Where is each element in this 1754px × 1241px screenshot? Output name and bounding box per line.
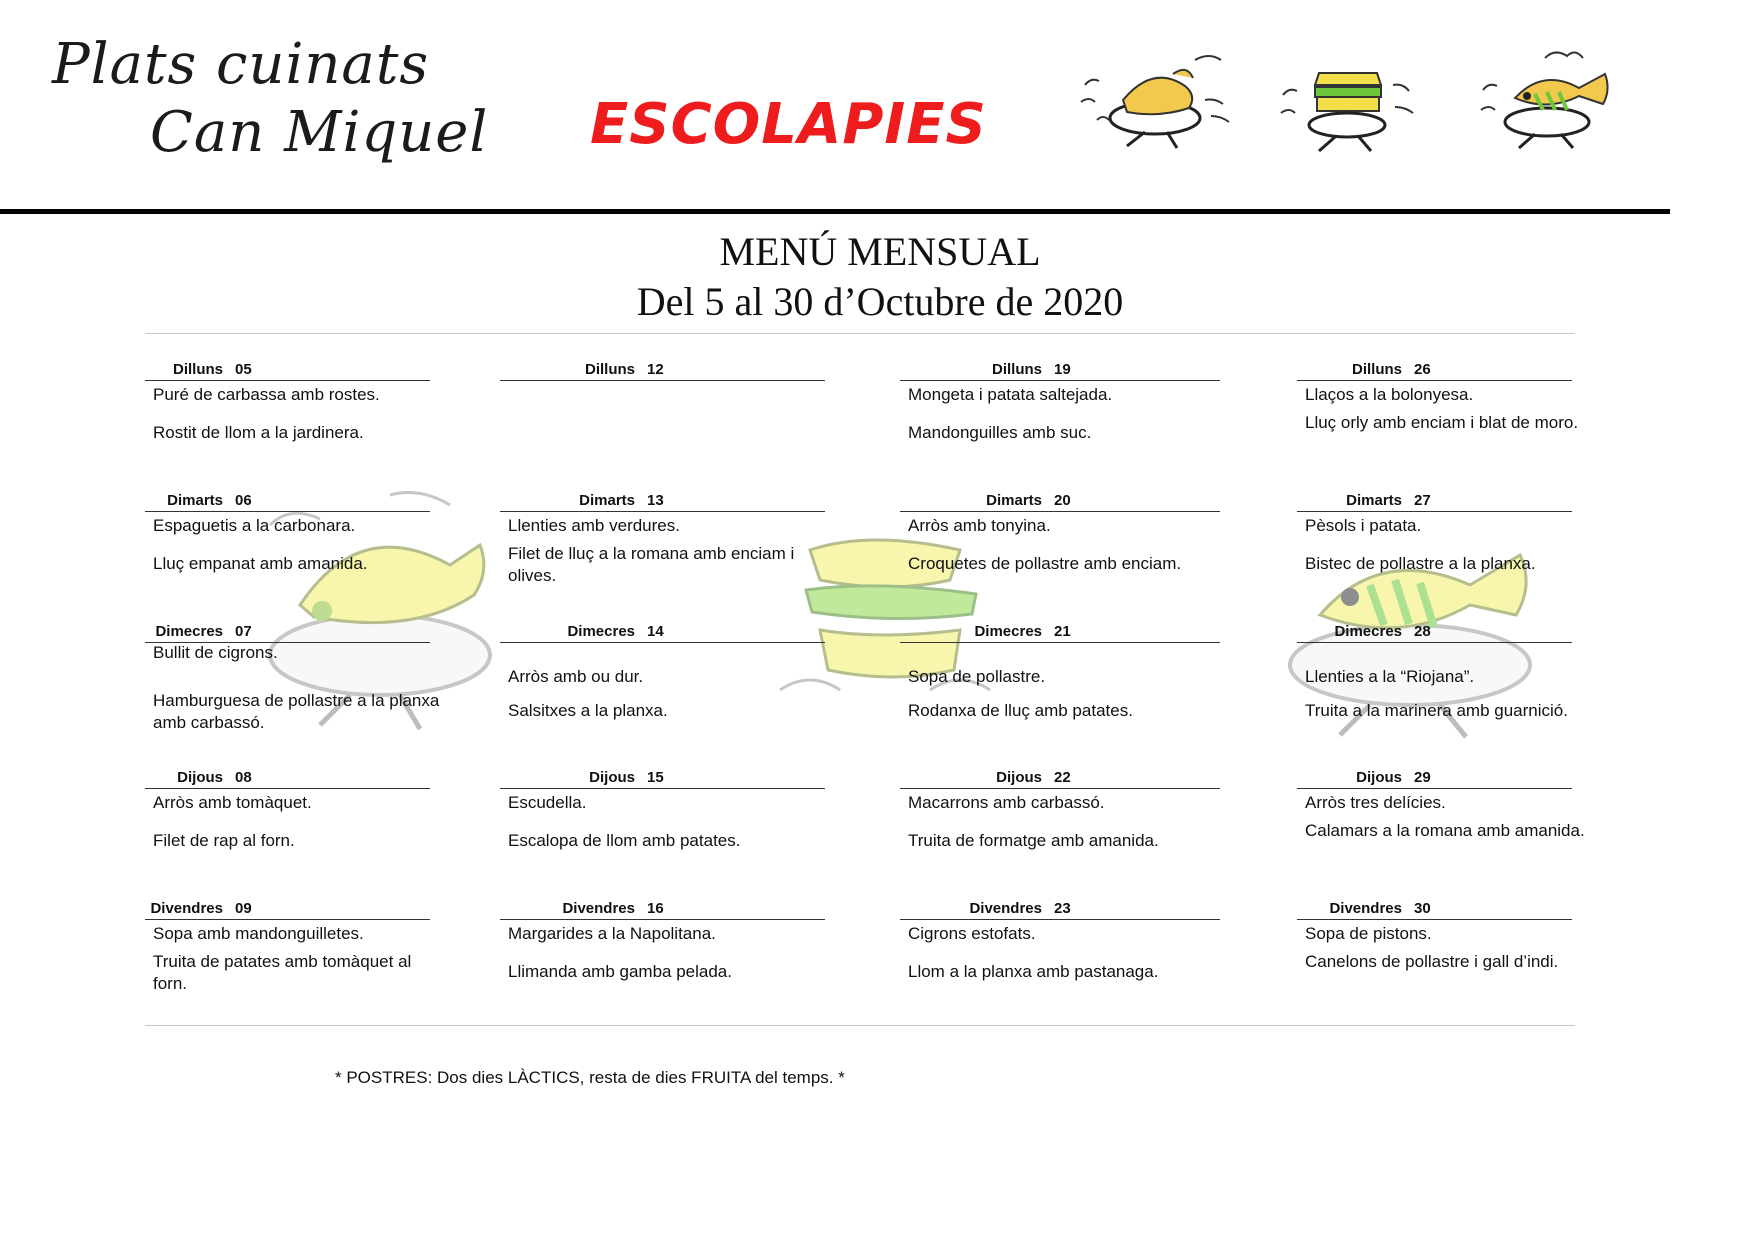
day-divendres-30: [1297, 899, 1572, 1009]
first-course: Espaguetis a la carbonara.: [153, 516, 356, 535]
day-divendres-09: [145, 899, 430, 1009]
day-name: Dijous: [589, 769, 635, 786]
day-dijous-22: [900, 768, 1220, 878]
day-name: Dilluns: [584, 361, 635, 378]
first-course: Llaços a la bolonyesa.: [1305, 385, 1474, 404]
day-dimarts-06: [145, 491, 430, 601]
day-name: Dimecres: [155, 623, 223, 640]
second-course: Llimanda amb gamba pelada.: [508, 962, 732, 981]
day-header: [500, 360, 825, 381]
day-header: [145, 360, 430, 381]
day-dijous-15: [500, 768, 825, 878]
second-course: Rodanxa de lluç amb patates.: [908, 701, 1133, 720]
running-burger-icon: [1275, 45, 1425, 155]
day-name: Dilluns: [991, 361, 1042, 378]
second-course: Croquetes de pollastre amb enciam.: [908, 554, 1182, 573]
first-course: Arròs amb tonyina.: [908, 516, 1051, 535]
first-course: Arròs tres delícies.: [1305, 793, 1446, 812]
day-name: Dijous: [177, 769, 223, 786]
header-divider: [0, 209, 1670, 214]
first-course: Pèsols i patata.: [1305, 516, 1422, 535]
day-date: 16: [647, 900, 664, 917]
top-divider: [145, 333, 1575, 334]
day-name: Dilluns: [1351, 361, 1402, 378]
day-name: Dilluns: [172, 361, 223, 378]
second-course: Salsitxes a la planxa.: [508, 701, 668, 720]
second-course: Canelons de pollastre i gall d’indi.: [1305, 952, 1559, 971]
day-date: 09: [235, 900, 252, 917]
day-date: 05: [235, 361, 252, 378]
first-course: Macarrons amb carbassó.: [908, 793, 1105, 812]
first-course: Arròs amb ou dur.: [508, 667, 644, 686]
day-dimecres-14: [500, 622, 825, 732]
day-name: Dimecres: [1334, 623, 1402, 640]
day-header: [900, 899, 1220, 920]
day-date: 15: [647, 769, 664, 786]
day-header: [900, 360, 1220, 381]
first-course: Llenties a la “Riojana”.: [1305, 667, 1475, 686]
day-name: Dijous: [996, 769, 1042, 786]
first-course: Escudella.: [508, 793, 587, 812]
day-name: Dimarts: [167, 492, 223, 509]
day-dimecres-07: [145, 622, 440, 732]
day-header: [1297, 899, 1572, 920]
day-header: [145, 899, 430, 920]
day-dijous-08: [145, 768, 430, 878]
running-fish-icon: [1475, 38, 1640, 153]
logo-text-line2: Can Miquel: [150, 100, 489, 165]
day-name: Dimecres: [567, 623, 635, 640]
second-course: Llom a la planxa amb pastanaga.: [908, 962, 1159, 981]
day-date: 08: [235, 769, 252, 786]
day-name: Dimarts: [986, 492, 1042, 509]
day-dimecres-28: [1297, 622, 1572, 732]
day-dilluns-12: [500, 360, 825, 470]
day-header: [900, 768, 1220, 789]
day-dimecres-21: [900, 622, 1220, 732]
second-course: Filet de rap al forn.: [153, 831, 295, 850]
first-course: Sopa de pollastre.: [908, 667, 1046, 686]
day-header: [145, 491, 430, 512]
school-title: ESCOLAPIES: [590, 92, 987, 157]
day-date: 29: [1414, 769, 1431, 786]
day-header: [145, 622, 430, 643]
day-header: [1297, 768, 1572, 789]
second-course: Bistec de pollastre a la planxa.: [1305, 554, 1536, 573]
second-course: Hamburguesa de pollastre a la planxa amb carbassó.: [153, 691, 440, 732]
day-dijous-29: [1297, 768, 1585, 878]
day-date: 23: [1054, 900, 1071, 917]
day-header: [500, 491, 825, 512]
day-header: [900, 491, 1220, 512]
second-course: Calamars a la romana amb amanida.: [1305, 821, 1585, 840]
day-divendres-16: [500, 899, 825, 1009]
day-date: 30: [1414, 900, 1431, 917]
day-header: [900, 622, 1220, 643]
bottom-divider: [145, 1025, 1575, 1026]
day-date: 26: [1414, 361, 1431, 378]
day-divendres-23: [900, 899, 1220, 1009]
logo-text-line1: Plats cuinats: [52, 32, 430, 97]
day-date: 20: [1054, 492, 1071, 509]
first-course: Llenties amb verdures.: [508, 516, 680, 535]
day-header: [500, 768, 825, 789]
day-name: Divendres: [1329, 900, 1402, 917]
day-name: Divendres: [562, 900, 635, 917]
day-name: Dijous: [1356, 769, 1402, 786]
second-course: Truita de formatge amb amanida.: [908, 831, 1159, 850]
day-date: 13: [647, 492, 664, 509]
second-course: Escalopa de llom amb patates.: [508, 831, 741, 850]
second-course: Truita de patates amb tomàquet al forn.: [153, 952, 412, 993]
day-header: [500, 899, 825, 920]
day-header: [145, 768, 430, 789]
day-date: 12: [647, 361, 664, 378]
day-header: [1297, 622, 1572, 643]
first-course: Sopa de pistons.: [1305, 924, 1432, 943]
day-dilluns-05: [145, 360, 430, 470]
first-course: Margarides a la Napolitana.: [508, 924, 716, 943]
first-course: Cigrons estofats.: [908, 924, 1036, 943]
day-date: 21: [1054, 623, 1071, 640]
first-course: Sopa amb mandonguilletes.: [153, 924, 364, 943]
day-dilluns-26: [1297, 360, 1579, 470]
day-dimarts-13: [500, 491, 825, 601]
running-chicken-icon: [1075, 40, 1250, 150]
first-course: Puré de carbassa amb rostes.: [153, 385, 380, 404]
day-date: 22: [1054, 769, 1071, 786]
first-course: Mongeta i patata saltejada.: [908, 385, 1113, 404]
second-course: Filet de lluç a la romana amb enciam i olives.: [508, 544, 795, 585]
day-dimarts-20: [900, 491, 1220, 601]
day-name: Divendres: [969, 900, 1042, 917]
day-name: Dimarts: [1346, 492, 1402, 509]
day-dimarts-27: [1297, 491, 1572, 601]
menu-period: Del 5 al 30 d’Octubre de 2020: [636, 279, 1124, 324]
day-header: [1297, 491, 1572, 512]
day-header: [1297, 360, 1572, 381]
day-date: 06: [235, 492, 252, 509]
first-course: Bullit de cigrons.: [153, 643, 278, 662]
day-date: 14: [647, 623, 664, 640]
day-dilluns-19: [900, 360, 1220, 470]
day-name: Dimecres: [974, 623, 1042, 640]
day-date: 27: [1414, 492, 1431, 509]
day-header: [500, 622, 825, 643]
second-course: Mandonguilles amb suc.: [908, 423, 1092, 442]
day-date: 07: [235, 623, 252, 640]
first-course: Arròs amb tomàquet.: [153, 793, 312, 812]
menu-title: MENÚ MENSUAL: [719, 229, 1041, 274]
day-date: 28: [1414, 623, 1431, 640]
day-name: Divendres: [150, 900, 223, 917]
second-course: Lluç orly amb enciam i blat de moro.: [1305, 413, 1579, 432]
day-date: 19: [1054, 361, 1071, 378]
day-name: Dimarts: [579, 492, 635, 509]
postres-note: * POSTRES: Dos dies LÀCTICS, resta de dies FRUITA del temps. *: [335, 1068, 845, 1087]
second-course: Lluç empanat amb amanida.: [153, 554, 368, 573]
second-course: Rostit de llom a la jardinera.: [153, 423, 364, 442]
second-course: Truita a la marinera amb guarnició.: [1305, 701, 1568, 720]
